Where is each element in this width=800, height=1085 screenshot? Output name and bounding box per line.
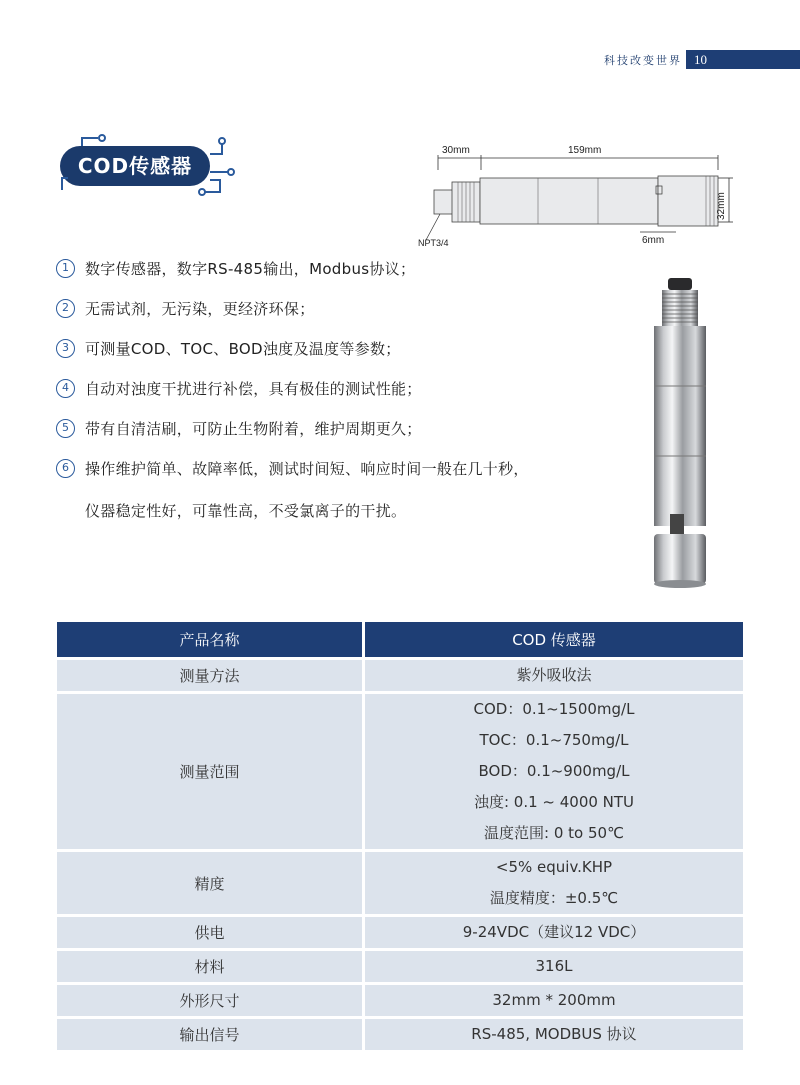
section-badge [60,146,230,186]
table-value-line: BOD：0.1~900mg/L [478,762,630,780]
feature-text: 可测量COD、TOC、BOD浊度及温度等参数； [85,339,401,358]
table-cell-value [365,694,743,849]
table-value-line: 浊度: 0.1 ~ 4000 NTU [473,793,635,811]
table-cell-name: 外形尺寸 [57,985,362,1016]
table-cell-value [365,917,743,948]
table-cell-name: 材料 [57,951,362,982]
dim-30mm: 30mm [442,145,470,156]
feature-number: 3 [56,339,75,358]
dim-thread: NPT3/4 [418,238,449,248]
feature-text: 操作维护简单、故障率低，测试时间短、响应时间一般在几十秒， [85,459,529,478]
table-cell-name: 供电 [57,917,362,948]
table-row [57,985,743,1016]
dim-159mm: 159mm [568,145,602,156]
feature-text: 数字传感器，数字RS-485输出，Modbus协议； [85,259,416,278]
feature-item [56,408,626,448]
table-cell-value [365,985,743,1016]
dimension-drawing [418,140,738,255]
table-cell-value [365,852,743,914]
header-page-bar [686,50,800,69]
table-header-row [57,622,743,657]
feature-list [56,248,626,532]
table-value-line: 紫外吸收法 [516,666,592,684]
feature-text: 自动对浊度干扰进行补偿，具有极佳的测试性能； [85,379,422,398]
dim-32mm: 32mm [716,192,727,220]
feature-text: 无需试剂，无污染，更经济环保； [85,299,315,318]
table-cell-name: 输出信号 [57,1019,362,1050]
feature-item [56,248,626,288]
feature-number: 4 [56,379,75,398]
table-row [57,660,743,691]
table-value-line: 温度精度：±0.5℃ [489,889,619,907]
table-value-line: RS-485, MODBUS 协议 [471,1025,637,1043]
table-cell-value [365,660,743,691]
feature-item-continued [56,488,626,532]
table-row [57,951,743,982]
feature-item [56,288,626,328]
table-row [57,852,743,914]
feature-number: 2 [56,299,75,318]
table-cell-value [365,951,743,982]
table-value-line: 32mm * 200mm [492,991,616,1009]
section-title: COD传感器 [77,154,193,178]
feature-item [56,448,626,488]
feature-item [56,368,626,408]
table-value-line: 316L [535,957,573,975]
header-slogan: 科技改变世界 [604,54,682,67]
table-row [57,694,743,849]
dim-6mm: 6mm [642,235,665,246]
table-cell-name: 测量方法 [57,660,362,691]
table-row [57,1019,743,1050]
header-cell-value: COD 传感器 [365,622,743,657]
feature-number: 6 [56,459,75,478]
page-number: 10 [694,52,707,67]
table-value-line: TOC：0.1~750mg/L [479,731,629,749]
table-cell-name: 精度 [57,852,362,914]
feature-text: 仪器稳定性好，可靠性高，不受氯离子的干扰。 [85,501,407,520]
table-cell-value [365,1019,743,1050]
table-value-line: COD：0.1~1500mg/L [473,700,635,718]
feature-text: 带有自清洁刷，可防止生物附着，维护周期更久； [85,419,422,438]
table-value-line: 温度范围: 0 to 50℃ [484,824,624,842]
feature-number: 5 [56,419,75,438]
sensor-product-image [640,276,720,590]
circuit-deco-icon [60,134,235,198]
table-cell-name: 测量范围 [57,694,362,849]
table-row [57,917,743,948]
table-value-line: <5% equiv.KHP [495,858,613,876]
header-cell-name: 产品名称 [57,622,362,657]
feature-item [56,328,626,368]
spec-table [57,622,743,1042]
table-value-line: 9-24VDC（建议12 VDC） [462,923,646,941]
feature-number: 1 [56,259,75,278]
